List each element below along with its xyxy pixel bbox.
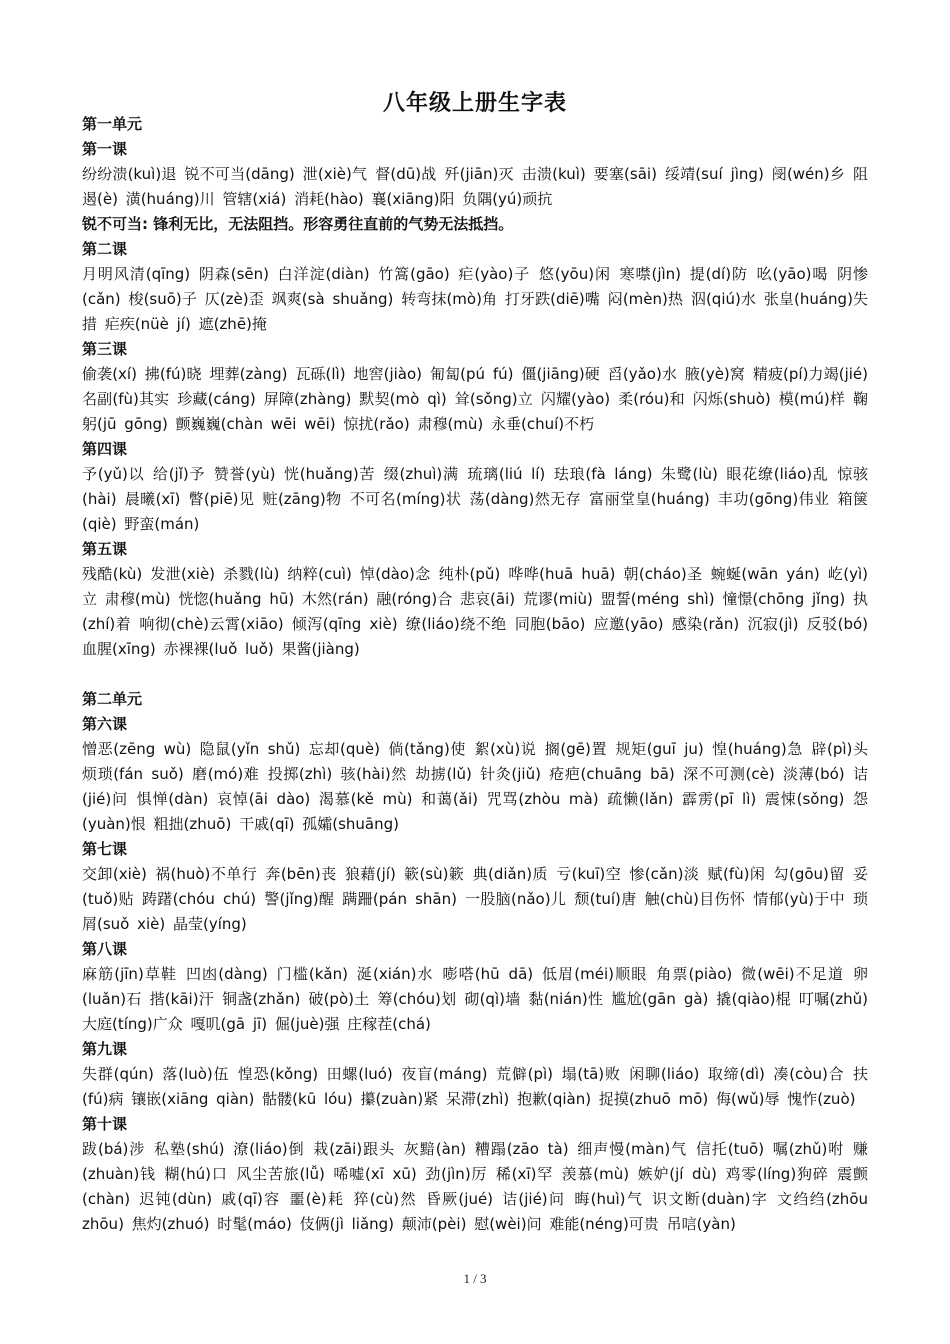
section-spacer	[82, 662, 868, 687]
unit-section	[82, 687, 868, 1237]
lesson-vocab-text: 予(yǔ)以 给(jǐ)予 赞誉(yù) 恍(huǎng)苦 缀(zhuì)满 琉璃(liú lí) 珐琅(fà láng) 朱鹭(lù) 眼花缭(liáo)乱 惊骇(hài) 晨曦(xī) 瞥(piē)见 赃(zāng)物 不可名(míng)状 荡(dàng)然无存 富丽堂皇(huáng) 丰功(gōng)伟业 箱箧(qiè) 野蛮(mán)	[82, 465, 868, 533]
unit-section	[82, 112, 868, 662]
lesson-heading: 第五课	[82, 540, 128, 558]
lesson-vocab-text: 残酷(kù) 发泄(xiè) 杀戮(lù) 纳粹(cuì) 悼(dào)念 纯朴(pǔ) 哗哗(huā huā) 朝(cháo)圣 蜿蜒(wān yán) 屹(yì)立 肃穆(mù) 恍惚(huǎng hū) 木然(rán) 融(róng)合 悲哀(āi) 荒谬(miù) 盟誓(méng shì) 憧憬(chōng jǐng) 执(zhí)着 响彻(chè)云霄(xiāo) 倾泻(qīng xiè) 缭(liáo)绕不绝 同胞(bāo) 应邀(yāo) 感染(rǎn) 沉寂(jì) 反驳(bó) 血腥(xīng) 赤裸裸(luǒ luǒ) 果酱(jiàng)	[82, 565, 868, 658]
lesson-heading: 第六课	[82, 715, 128, 733]
lesson-heading: 第二课	[82, 240, 128, 258]
lesson-vocab-text: 失群(qún) 落(luò)伍 惶恐(kǒng) 田螺(luó) 夜盲(máng) 荒僻(pì) 塌(tā)败 闲聊(liáo) 取缔(dì) 凑(còu)合 扶(fú)病 镶嵌(xiāng qiàn) 骷髅(kū lóu) 攥(zuàn)紧 呆滞(zhì) 抱歉(qiàn) 捉摸(zhuō mō) 侮(wǔ)辱 愧怍(zuò)	[82, 1065, 868, 1108]
lesson-heading: 第九课	[82, 1040, 128, 1058]
lesson-vocab-text: 月明风清(qīng) 阴森(sēn) 白洋淀(diàn) 竹篙(gāo) 疟(yào)子 悠(yōu)闲 寒噤(jìn) 提(dí)防 吆(yāo)喝 阴惨(cǎn) 梭(suō)子 仄(zè)歪 飒爽(sà shuǎng) 转弯抹(mò)角 打牙跌(diē)嘴 闷(mèn)热 泅(qiú)水 张皇(huáng)失措 疟疾(nüè jí) 遮(zhē)掩	[82, 265, 868, 333]
unit-heading: 第二单元	[82, 690, 143, 708]
lesson-heading: 第七课	[82, 840, 128, 858]
lesson-heading: 第三课	[82, 340, 128, 358]
lesson-note: 锐不可当: 锋利无比，无法阻挡。形容勇往直前的气势无法抵挡。	[82, 215, 514, 233]
lesson-heading: 第十课	[82, 1115, 128, 1133]
lesson-heading: 第一课	[82, 140, 128, 158]
lesson-vocab-text: 纷纷溃(kuì)退 锐不可当(dāng) 泄(xiè)气 督(dū)战 歼(jiān)灭 击溃(kuì) 要塞(sāi) 绥靖(suí jìng) 阌(wén)乡 阻遏(è) 潢(huáng)川 管辖(xiá) 消耗(hào) 襄(xiāng)阳 负隅(yú)顽抗	[82, 165, 868, 208]
lesson-vocab-text: 交卸(xiè) 祸(huò)不单行 奔(bēn)丧 狼藉(jí) 簌(sù)簌 典(diǎn)质 亏(kuī)空 惨(cǎn)淡 赋(fù)闲 勾(gōu)留 妥(tuǒ)贴 踌躇(chóu chú) 警(jǐng)醒 蹒跚(pán shān) 一股脑(nǎo)儿 颓(tuí)唐 触(chù)目伤怀 情郁(yù)于中 琐屑(suǒ xiè) 晶莹(yíng)	[82, 865, 868, 933]
content-body	[82, 112, 868, 1237]
lesson-vocab-text: 憎恶(zēng wù) 隐鼠(yǐn shǔ) 忘却(què) 倘(tǎng)使 絮(xù)说 搁(gē)置 规矩(guī ju) 惶(huáng)急 辟(pì)头 烦琐(fán suǒ) 磨(mó)难 投掷(zhì) 骇(hài)然 劫掳(lǔ) 针灸(jiǔ) 疮疤(chuāng bā) 深不可测(cè) 淡薄(bó) 诘(jié)问 惧惮(dàn) 哀悼(āi dào) 渴慕(kě mù) 和蔼(ǎi) 咒骂(zhòu mà) 疏懒(lǎn) 霹雳(pī lì) 震悚(sǒng) 怨(yuàn)恨 粗拙(zhuō) 干戚(qī) 孤孀(shuāng)	[82, 740, 868, 833]
page-number: 1 / 3	[463, 1271, 487, 1286]
page-title: 八年级上册生字表	[382, 91, 567, 116]
unit-heading: 第一单元	[82, 115, 143, 133]
lesson-vocab-text: 麻筋(jīn)草鞋 凹凼(dàng) 门槛(kǎn) 涎(xián)水 嘭嗒(hū dā) 低眉(méi)顺眼 角票(piào) 微(wēi)不足道 卵(luǎn)石 揩(kāi)汗 铜盏(zhǎn) 破(pò)土 筹(chóu)划 砌(qì)墙 黏(nián)性 尴尬(gān gà) 撬(qiào)棍 叮嘱(zhǔ) 大庭(tíng)广众 嘎叽(gā jī) 倔(juè)强 庄稼茬(chá)	[82, 965, 868, 1033]
lesson-heading: 第八课	[82, 940, 128, 958]
lesson-vocab-text: 跋(bá)涉 私塾(shú) 潦(liáo)倒 栽(zāi)跟头 灰黯(àn) 糟蹋(zāo tà) 细声慢(màn)气 信托(tuō) 嘱(zhǔ)咐 赚(zhuàn)钱 糊(hú)口 风尘苦旅(lǚ) 唏嘘(xī xū) 劲(jìn)厉 稀(xī)罕 羡慕(mù) 嫉妒(jí dù) 鸡零(líng)狗碎 震颤(chàn) 迟钝(dùn) 戚(qī)容 噩(è)耗 猝(cù)然 昏厥(jué) 诘(jié)问 晦(huì)气 识文断(duàn)字 文绉绉(zhōu zhōu) 焦灼(zhuó) 时髦(máo) 伎俩(jì liǎng) 颠沛(pèi) 慰(wèi)问 难能(néng)可贵 吊唁(yàn)	[82, 1140, 868, 1233]
lesson-vocab-text: 偷袭(xí) 拂(fú)晓 埋葬(zàng) 瓦砾(lì) 地窖(jiào) 匍匐(pú fú) 僵(jiāng)硬 舀(yǎo)水 腋(yè)窝 精疲(pí)力竭(jié) 名副(fù)其实 珍藏(cáng) 屏障(zhàng) 默契(mò qì) 耸(sǒng)立 闪耀(yào) 柔(róu)和 闪烁(shuò) 模(mú)样 鞠躬(jū gōng) 颤巍巍(chàn wēi wēi) 惊扰(rǎo) 肃穆(mù) 永垂(chuí)不朽	[82, 365, 868, 433]
lesson-heading: 第四课	[82, 440, 128, 458]
